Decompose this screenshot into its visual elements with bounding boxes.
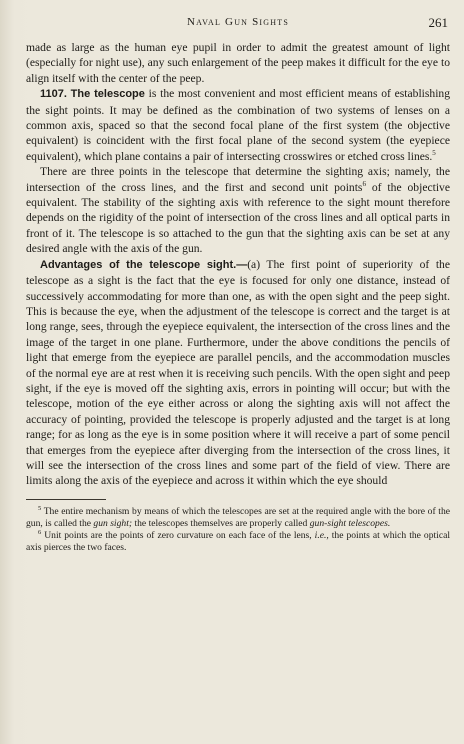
footnote-5 [26,506,450,530]
paragraph-text: made as large as the human eye pupil in order to admit the greatest amount of light (especially for night use), any such enlargement of the peep makes it difficult for the eye to align itself with the center of the peep. [26,41,450,85]
paragraph-advantages [26,257,450,489]
section-number: 1107. [40,88,67,101]
footnotes [26,506,450,555]
footnote-rule [26,499,106,500]
footnote-mark: 6 [38,529,42,536]
page-header [26,16,450,34]
paragraph-text: of the objective equivalent. The stability of the sighting axis with reference to the sight mount therefore depends on the rigidity of the point of intersection of the cross lines and all optical parts in front of it. The telescope is so attached to the gun that the sighting axis can be set at any desired angle with the axis of the gun. [26,180,450,256]
paragraph-text: There are three points in the telescope that determine the sighting axis; namely, the intersection of the cross lines, and the first and second unit points [26,165,450,194]
paragraph-text: is the most convenient and most efficient means of establishing the sight points. It may be defined as the combination of two systems of lenses on a common axis, spaced so that the second focal plane of the first system (the objective equivalent) is coincident with the first focal plane of the second system (the eyepiece equivalent), which plane contains a pair of intersecting crosswires or etched cross lines. [26,87,451,163]
footnote-emphasis: gun sight; [93,517,133,529]
running-title: Naval Gun Sights [187,16,289,28]
footnote-text: the telescopes themselves are properly called [132,517,310,529]
subsection-title: Advantages of the telescope sight. [40,258,237,271]
footnote-emphasis: gun-sight telescopes. [309,517,391,529]
footnote-emphasis: i.e., [314,530,329,542]
footnote-ref-6: 6 [362,179,366,188]
page-number: 261 [428,15,448,30]
paragraph-section-1107 [26,86,450,164]
paragraph-sighting-axis [26,164,450,256]
body-text [26,40,450,489]
em-dash: — [236,258,248,271]
footnote-6 [26,530,450,554]
paragraph-continuation [26,40,450,86]
footnote-mark: 5 [38,504,42,512]
section-title: The telescope [70,88,145,101]
footnote-text: Unit points are the points of zero curvature on each face of the lens, [41,530,315,542]
footnote-text: the points at which the optical axis pierces the two faces. [26,530,451,554]
paragraph-text: (a) The first point of superiority of the telescope as a sight is the fact that the eye is focused for only one distance, instead of successively accommodating for more than one, as with the open sight and the peep sight. This is because the eye, when the adjustment of the telescope is correct and the target is at long range, sees, through the eyepiece equivalent, the intersection of the cross lines and the image of the target in one plane. Furthermore, under the above conditions the pencils of light that emerge from the eyepiece are parallel pencils, and the accommodation muscles of the normal eye are at rest when it is receiving such pencils. With the open sight and peep sight, if the eye is moved off the sighting axis, errors in pointing will occur; but with the telescope, motion of the eye either across or along the sighting axis will not affect the accuracy of pointing, provided the telescope is properly adjusted and the target is at long range; for as long as the eye is in some position where it will receive a part of some pencil that emerges from the eyepiece after diverging from the intersection of the cross lines, it will see the intersection of the cross lines and some part of the field of view. There are limits along the axis of the eyepiece and across it within which the eye should [26,257,450,488]
footnote-text: The entire mechanism by means of which the telescopes are set at the required angle with the bore of the gun, is called the [26,505,450,529]
footnote-ref-5: 5 [432,148,436,157]
